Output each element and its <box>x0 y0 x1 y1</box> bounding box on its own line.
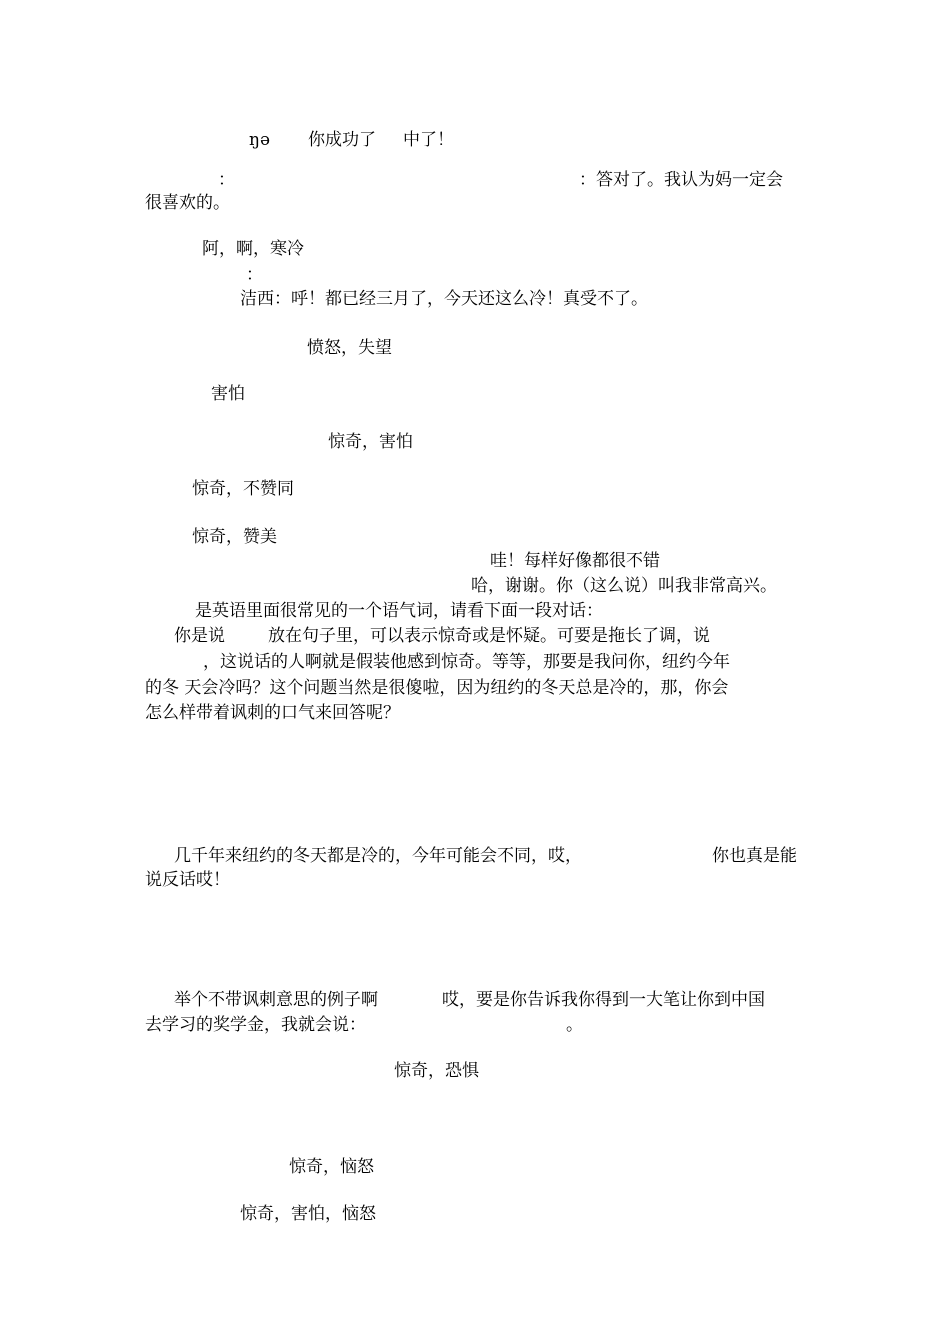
colon-mark: ： <box>218 170 235 190</box>
paragraph-line: 怎么样带着讽刺的口气来回答呢？ <box>145 703 400 723</box>
paragraph-line: 去学习的奖学金，我就会说： <box>145 1015 366 1035</box>
text-line-answer-cont: 很喜欢的。 <box>145 193 230 213</box>
colon-mark: ： <box>246 265 263 285</box>
text-line-hit: 中了！ <box>403 130 454 150</box>
paragraph-line: 几千年来纽约的冬天都是冷的，今年可能会不同，哎， <box>174 846 582 866</box>
paragraph-line: 。 <box>566 1015 583 1035</box>
paragraph-line: ，这说话的人啊就是假装他感到惊奇。等等，那要是我问你，纽约今年 <box>203 652 730 672</box>
paragraph-line: 说反话哎！ <box>145 870 230 890</box>
emotion-label: 害怕 <box>211 384 245 404</box>
paragraph-line: 放在句子里，可以表示惊奇或是怀疑。可要是拖长了调，说 <box>268 626 710 646</box>
paragraph-line: 哎，要是你告诉我你得到一大笔让你到中国 <box>442 990 765 1010</box>
text-line-jessie: 洁西：呼！都已经三月了，今天还这么冷！真受不了。 <box>240 289 648 309</box>
emotion-label: 惊奇，不赞同 <box>192 479 294 499</box>
text-line-success: 你成功了 <box>308 130 376 150</box>
paragraph-line: 你是说 <box>174 626 225 646</box>
emotion-label: 惊奇，恐惧 <box>394 1061 479 1081</box>
text-line-cold: 阿，啊，寒冷 <box>202 239 304 259</box>
text-line-answer: ：答对了。我认为妈一定会 <box>579 170 783 190</box>
dialog-line: 哇！每样好像都很不错 <box>490 551 660 571</box>
emotion-label: 惊奇，赞美 <box>192 527 277 547</box>
emotion-label: 惊奇，害怕，恼怒 <box>240 1204 376 1224</box>
paragraph-line: 你也真是能 <box>712 846 797 866</box>
emotion-label: 惊奇，害怕 <box>328 432 413 452</box>
phonetic-symbol: ŋə <box>249 130 271 150</box>
paragraph-line: 举个不带讽刺意思的例子啊 <box>174 990 378 1010</box>
paragraph-line: 是英语里面很常见的一个语气词，请看下面一段对话： <box>195 601 603 621</box>
dialog-line: 哈，谢谢。你（这么说）叫我非常高兴。 <box>471 576 777 596</box>
paragraph-line: 的冬 天会冷吗？这个问题当然是很傻啦，因为纽约的冬天总是冷的，那，你会 <box>145 678 729 698</box>
emotion-label: 惊奇，恼怒 <box>289 1157 374 1177</box>
emotion-label: 愤怒，失望 <box>307 338 392 358</box>
